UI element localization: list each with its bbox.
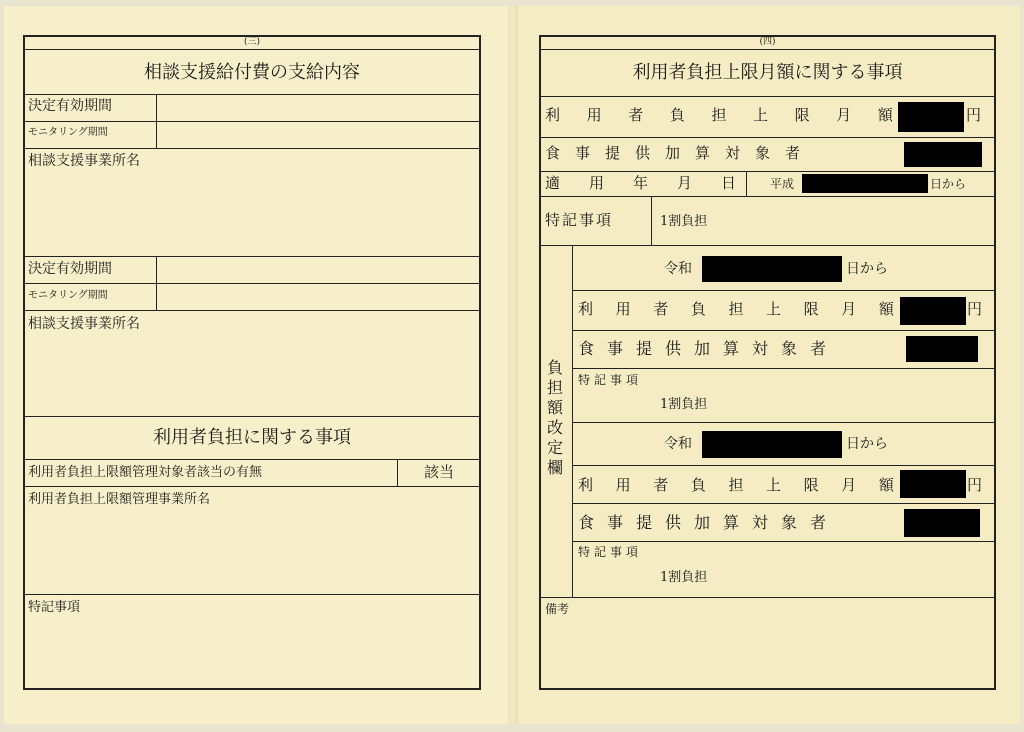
special-notes-value: 1割負担 — [660, 214, 708, 229]
special-notes-label: 特記事項 — [545, 211, 614, 229]
yen-unit: 円 — [966, 106, 982, 124]
revision-cap-label: 利 用 者 負 担 上 限 月 額 — [578, 476, 894, 494]
section-title-monthly-cap: 利用者負担上限月額に関する事項 — [632, 62, 903, 83]
revision-special-value: 1割負担 — [660, 570, 708, 585]
consultation-office-label: 相談支援事業所名 — [28, 153, 140, 169]
cap-office-label: 利用者負担上限額管理事業所名 — [28, 492, 211, 507]
remarks-label: 特記事項 — [28, 600, 81, 615]
right-form-frame — [539, 35, 996, 690]
revision-column-label: 負担額改定欄 — [547, 358, 564, 477]
revision-special-label: 特記事項 — [578, 545, 643, 559]
era-heisei: 平成 — [770, 177, 795, 191]
cap-target-label: 利用者負担上限額管理対象者該当の有無 — [28, 465, 263, 480]
section-title-consultation: 相談支援給付費の支給内容 — [144, 62, 360, 83]
monthly-cap-label: 利 用 者 負 担 上 限 月 額 — [545, 106, 893, 124]
revision-yen: 円 — [967, 300, 983, 318]
applied-date-label: 適用年月日 — [545, 174, 766, 192]
from-label: 日から — [930, 177, 967, 191]
monitoring-period-label: モニタリング期間 — [28, 290, 108, 301]
decision-period-label: 決定有効期間 — [28, 98, 112, 114]
left-page-number: (三) — [243, 37, 261, 47]
redacted-applied-date — [802, 174, 928, 193]
redacted-revision-date — [702, 256, 842, 282]
right-page-number: (四) — [759, 37, 776, 47]
meal-target-label: 食事提供加算対象者 — [545, 144, 816, 162]
book-fold — [508, 6, 518, 724]
redacted-meal-status — [904, 142, 982, 167]
redacted-revision-meal — [906, 336, 978, 362]
biko-label: 備考 — [545, 602, 570, 616]
redacted-revision-cap — [900, 470, 966, 498]
decision-period-label: 決定有効期間 — [28, 261, 112, 277]
cap-target-value: 該当 — [423, 463, 454, 481]
consultation-office-label: 相談支援事業所名 — [28, 316, 140, 332]
revision-era: 令和 — [664, 261, 692, 277]
revision-special-label: 特記事項 — [578, 373, 643, 387]
redacted-cap-amount — [898, 102, 964, 132]
redacted-revision-cap — [900, 297, 966, 325]
redacted-revision-meal — [904, 509, 980, 537]
monitoring-period-label: モニタリング期間 — [28, 127, 108, 138]
revision-era: 令和 — [664, 436, 692, 452]
section-title-user-burden: 利用者負担に関する事項 — [153, 427, 351, 448]
revision-meal-label: 食事提供加算対象者 — [578, 513, 840, 532]
revision-yen: 円 — [967, 476, 983, 494]
revision-from: 日から — [846, 436, 888, 452]
revision-cap-label: 利 用 者 負 担 上 限 月 額 — [578, 300, 894, 318]
revision-meal-label: 食事提供加算対象者 — [578, 339, 840, 358]
redacted-revision-date — [702, 431, 842, 458]
revision-special-value: 1割負担 — [660, 397, 708, 412]
revision-from: 日から — [846, 261, 888, 277]
